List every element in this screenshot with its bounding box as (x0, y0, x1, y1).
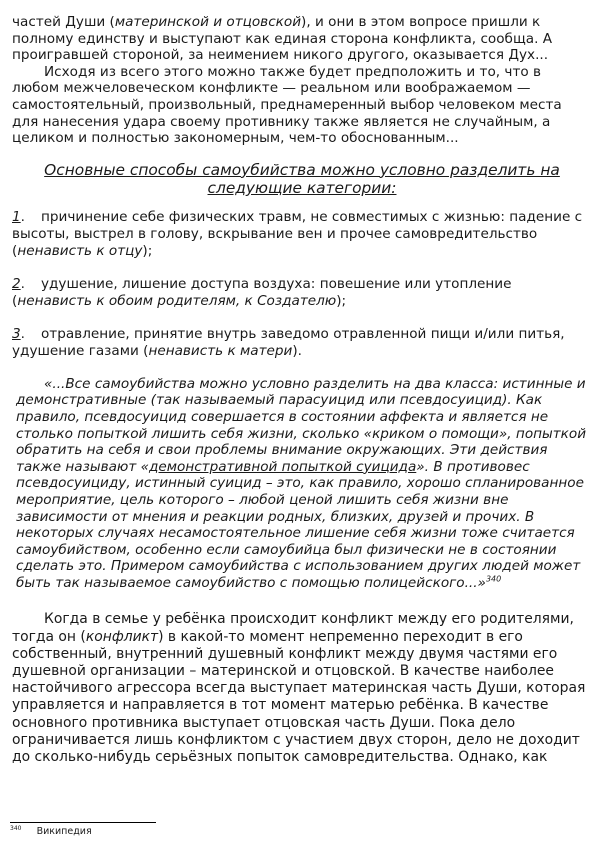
category-item-2: 2. удушение, лишение доступа воздуха: повешение или утопление (ненависть к обоим родителям, к Создателю); (12, 275, 512, 309)
category-tail-2: ); (336, 292, 347, 309)
section-heading: Основные способы самоубийства можно условно разделить на следующие категории: (44, 160, 560, 197)
quote-underlined-term: демонстративной попыткой суицида (148, 458, 417, 475)
footnote-divider (10, 822, 156, 823)
footnote (10, 826, 92, 838)
quote-text-b: ». В противовес псевдосуициду, истинный суицид – это, как правило, хорошо спланированное мероприятие, цель которого – любой ценой лишить себя жизни вне зависимости от мнения и реакции родных, близких, друзей и прочих. В некоторых случаях несамостоятельное лишение себя жизни тоже считается самоубийством, особенно если самоубийца был физически не в состоянии сделать это. Примером самоубийства с использованием других людей может быть так называемое самоубийство с помощью полицейского...» (16, 458, 584, 591)
block-quote (12, 376, 592, 592)
intro-emphasis: материнской и отцовской (114, 14, 302, 30)
category-number-3: 3 (12, 325, 21, 342)
footnote-text: Википедия (36, 826, 92, 837)
category-item-1: 1. причинение себе физических травм, не совместимых с жизнью: падение с высоты, выстрел в голову, вскрывание вен и прочее самовредительство (ненависть к отцу); (12, 208, 583, 259)
category-text-2: удушение, лишение доступа воздуха: повешение или утопление ( (12, 275, 512, 309)
body-paragraph (12, 611, 592, 766)
quote-text-a: «...Все самоубийства можно условно разделить на два класса: истинные и демонстративные (так называемый парасуицид или псевдосуицид). Как правило, псевдосуицид совершается в состоянии аффекта и является не столько попыткой лишить себя жизни, сколько «криком о помощи», попыткой обратить на себя и свои проблемы внимание окружающих. Эти действия также называют « (16, 375, 587, 475)
category-tail-3: ). (292, 342, 302, 359)
category-number-1: 1 (12, 208, 21, 225)
body-emphasis: конфликт (85, 628, 159, 645)
category-emphasis-1: ненависть к отцу (17, 242, 143, 259)
footnote-number: 340 (10, 824, 22, 832)
category-tail-1: ); (142, 242, 153, 259)
intro-text-b: ), и они в этом вопросе пришли к полному единству и выступают как единая сторона конфликта, сообща. А проигравшей стороной, за неимением никого другого, оказывается Дух... (12, 14, 553, 64)
category-text-3: отравление, принятие внутрь заведомо отравленной пищи и/или питья, удушение газами ( (12, 325, 565, 359)
intro-paragraph-2: Исходя из всего этого можно также будет предположить и то, что в любом межчеловеческом конфликте — реальном или воображаемом — самостоятельный, произвольный, преднамеренный выбор человеком места для нанесения удара своему противнику также является не случайным, а целиком и полностью закономерным, чем-то обоснованным... (12, 63, 562, 147)
quote-body (16, 376, 592, 592)
category-emphasis-3: ненависть к матери (148, 342, 293, 359)
intro-text-a: частей Души ( (12, 14, 115, 30)
body-text-a: Когда в семье у ребёнка происходит конфликт между его родителями, тогда он ( (12, 611, 574, 645)
document-page (12, 14, 592, 766)
intro-paragraph-1 (12, 14, 592, 64)
footnote-reference[interactable]: 340 (485, 574, 502, 584)
category-number-2: 2 (12, 275, 21, 292)
body-text-b: ) в какой-то момент непременно переходит в его собственный, внутренний душевный конфликт между двумя частями его душевной организации – материнской и отцовской. В качестве наиболее настойчивого агрессора всегда выступает материнская часть Души, которая управляется и направляется в тот момент матерью ребёнка. В качестве основного противника выступает отцовская часть Души. Пока дело ограничивается лишь конфликтом с участием двух сторон, дело не доходит до сколько-нибудь серьёзных попыток самовредительства. Однако, как (12, 628, 586, 766)
category-item-3: 3. отравление, принятие внутрь заведомо отравленной пищи и/или питья, удушение газами (ненависть к матери). (12, 325, 565, 359)
category-text-1: причинение себе физических травм, не совместимых с жизнью: падение с высоты, выстрел в голову, вскрывание вен и прочее самовредительство ( (12, 208, 583, 259)
category-emphasis-2: ненависть к обоим родителям, к Создателю (17, 292, 337, 309)
